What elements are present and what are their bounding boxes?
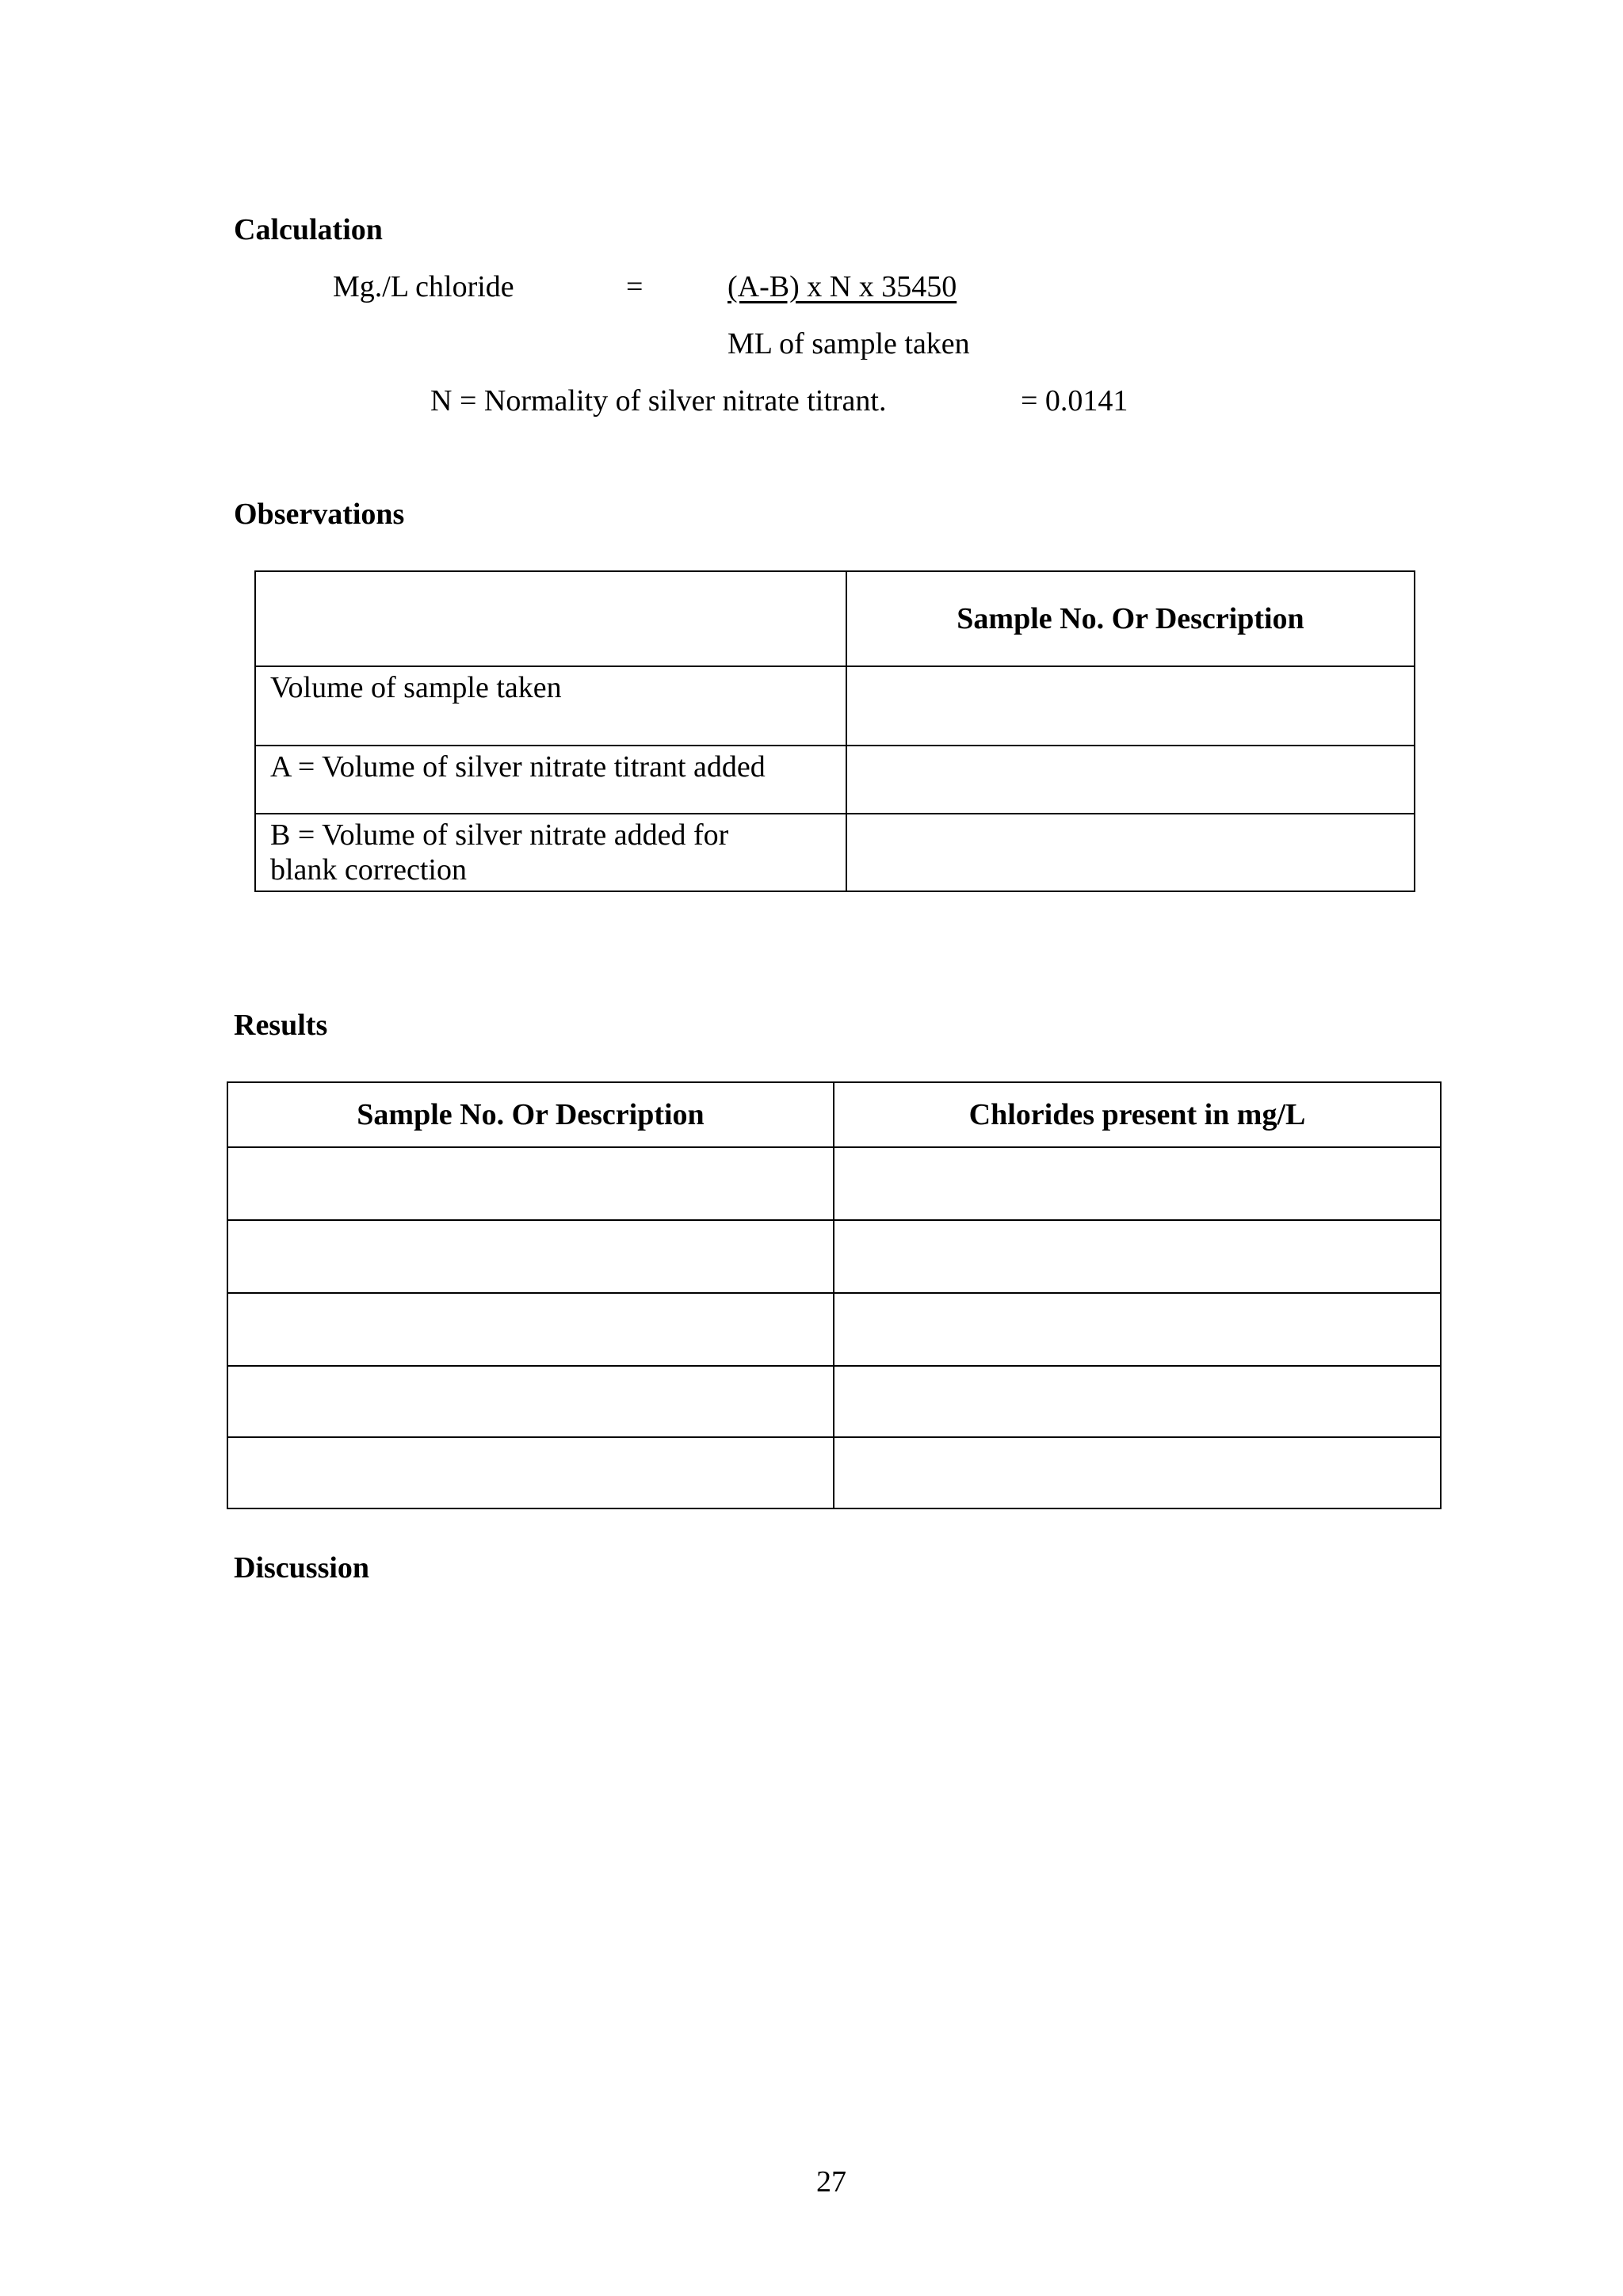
table-row [227,1147,1441,1220]
observations-header-sample: Sample No. Or Description [846,571,1415,666]
table-row [227,1293,1441,1366]
results-table [227,1081,1442,1509]
discussion-heading: Discussion [234,1551,370,1585]
results-header-sample: Sample No. Or Description [227,1082,834,1147]
table-row [227,1220,1441,1293]
observation-label: B = Volume of silver nitrate added for blank correction [270,818,729,887]
result-chlorides-cell[interactable] [834,1437,1441,1508]
table-row [227,1366,1441,1437]
observations-table [254,570,1415,892]
observation-label-cell [255,814,846,891]
observation-value-cell[interactable] [846,746,1415,814]
observation-label-cell [255,746,846,814]
results-header-row [227,1082,1441,1147]
result-chlorides-cell[interactable] [834,1147,1441,1220]
result-chlorides-cell[interactable] [834,1293,1441,1366]
formula-denominator: ML of sample taken [727,327,970,360]
result-chlorides-cell[interactable] [834,1366,1441,1437]
normality-value: = 0.0141 [1021,384,1128,418]
observations-header-row [255,571,1415,666]
observation-value-cell[interactable] [846,814,1415,891]
observation-value-cell[interactable] [846,666,1415,746]
result-sample-cell[interactable] [227,1220,834,1293]
formula-numerator: (A-B) x N x 35450 [727,270,957,303]
normality-label: N = Normality of silver nitrate titrant. [430,384,887,418]
result-sample-cell[interactable] [227,1293,834,1366]
result-chlorides-cell[interactable] [834,1220,1441,1293]
result-sample-cell[interactable] [227,1366,834,1437]
table-row [227,1437,1441,1508]
result-sample-cell[interactable] [227,1147,834,1220]
table-row [255,746,1415,814]
results-heading: Results [234,1009,328,1042]
calculation-heading: Calculation [234,213,383,246]
page-number: 27 [816,2165,846,2199]
result-sample-cell[interactable] [227,1437,834,1508]
observation-label: Volume of sample taken [270,671,562,704]
table-row [255,666,1415,746]
observation-label: A = Volume of silver nitrate titrant added [270,750,766,784]
table-row [255,814,1415,891]
formula-equals: = [626,270,643,303]
formula-lhs: Mg./L chloride [333,270,514,303]
observations-heading: Observations [234,498,405,531]
observations-header-blank [255,571,846,666]
observation-label-cell [255,666,846,746]
results-header-chlorides: Chlorides present in mg/L [834,1082,1441,1147]
